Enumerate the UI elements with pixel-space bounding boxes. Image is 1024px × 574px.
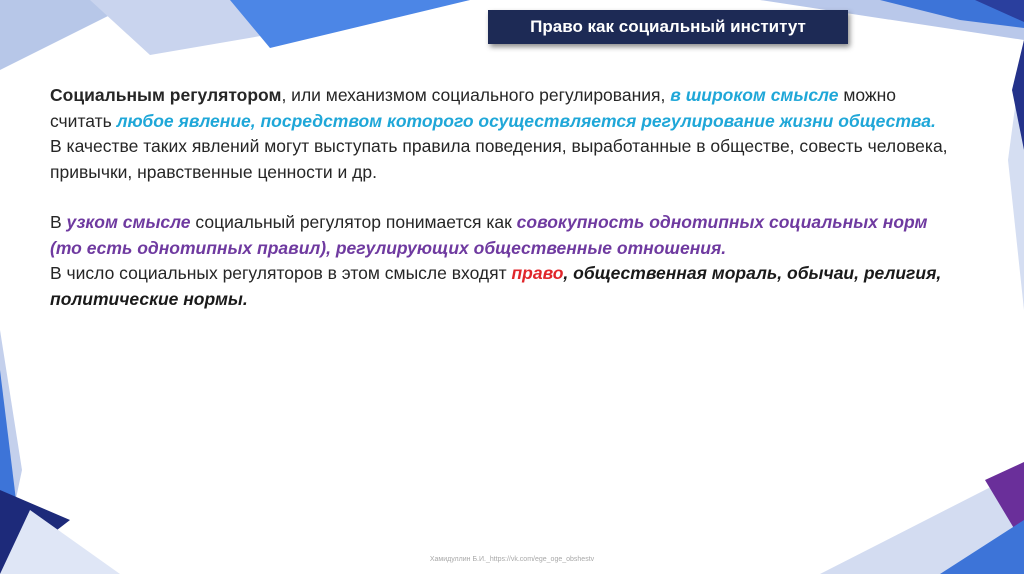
footer-credit: Хамидуллин Б.И._https://vk.com/ege_oge_obshestv [429, 556, 595, 563]
paragraph-broad-sense [50, 83, 950, 134]
highlight-law: право [511, 263, 564, 283]
text-segment: можно считать [50, 85, 896, 131]
text-segment: социальный регулятор понимается как [190, 212, 517, 232]
highlight-broad-sense: в широком смысле [670, 85, 839, 105]
deco-top-band-blue [230, 0, 470, 48]
regulators-list-text: , общественная мораль, обычаи, религия, политические нормы. [50, 263, 942, 309]
text-segment: В [50, 212, 67, 232]
paragraph-narrow-sense [50, 210, 950, 261]
paragraph-gap [50, 185, 950, 210]
highlight-definition-narrow: совокупность однотипных социальных норм (то есть однотипных правил), регулирующих общественные отношения. [50, 212, 928, 258]
text-segment: В число социальных регуляторов в этом смысле входят [50, 263, 512, 283]
highlight-definition-broad: любое явление, посредством которого осуществляется регулирование жизни общества. [116, 110, 936, 131]
term-social-regulator: Социальным регулятором [50, 85, 282, 105]
text-segment: , или механизмом социального регулирования, [281, 85, 671, 105]
slide-body [50, 83, 950, 312]
paragraph-regulators-list [50, 261, 950, 312]
slide-title: Право как социальный институт [488, 10, 848, 44]
highlight-narrow-sense: узком смысле [66, 212, 191, 232]
paragraph-examples: В качестве таких явлений могут выступать правила поведения, выработанные в обществе, совесть человека, привычки, нравственные ценности и др. [50, 136, 948, 182]
